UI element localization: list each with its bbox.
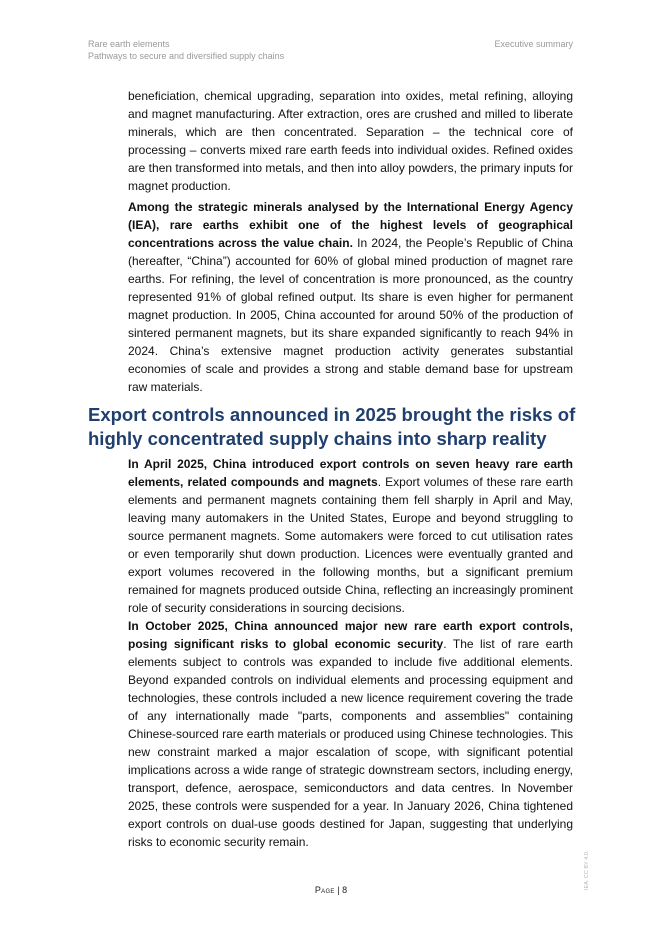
paragraph-4-lead: In October 2025, China announced major new rare earth export controls, posing significant risks to global economic security — [128, 619, 573, 651]
license-watermark: IEA. CC BY 4.0. — [584, 850, 590, 890]
page-label: Page — [314, 885, 335, 895]
page-number: 8 — [342, 885, 348, 895]
page-separator: | — [337, 885, 340, 895]
section-heading: Export controls announced in 2025 brought the risks of highly concentrated supply chains into sharp reality — [88, 404, 576, 449]
report-title-line1: Rare earth elements — [88, 39, 170, 49]
paragraph-geographic-concentration — [128, 198, 573, 396]
report-title-line2: Pathways to secure and diversified supply chains — [88, 51, 285, 61]
paragraph-2-lead: Among the strategic minerals analysed by the International Energy Agency (IEA), rare earths exhibit one of the highest levels of geographical concentrations across the value chain. — [128, 200, 573, 250]
paragraph-1-text: beneficiation, chemical upgrading, separation into oxides, metal refining, alloying and magnet manufacturing. After extraction, ores are crushed and milled to liberate minerals, which are then concentrated. Separation – the technical core of processing – converts mixed rare earth feeds into individual oxides. Refined oxides are then transformed into metals, and then into alloy powders, the primary inputs for magnet production. — [128, 89, 573, 193]
paragraph-processing-steps — [128, 87, 573, 195]
report-title — [88, 38, 284, 62]
paragraph-3-text: . Export volumes of these rare earth elements and permanent magnets containing them fell sharply in April and May, leaving many automakers in the United States, Europe and beyond struggling to source permanent magnets. Some automakers were forced to cut utilisation rates or even temporarily shut down production. Licences were eventually granted and export volumes recovered in the following months, but a significant premium remained for magnets produced outside China, reflecting an increasingly prominent role of security considerations in sourcing decisions. — [128, 475, 573, 615]
paragraph-4-text: . The list of rare earth elements subject to controls was expanded to include five additional elements. Beyond expanded controls on individual elements and processing equipment and technologies, these controls included a new licence requirement covering the trade of any internationally made "parts, components and assemblies" containing Chinese-sourced rare earth materials or produced using Chinese technologies. This new constraint marked a major escalation of scope, with significant potential implications across a wide range of strategic downstream sectors, including energy, transport, defence, aerospace, semiconductors and data centres. In November 2025, these controls were suspended for a year. In January 2026, China tightened export controls on dual-use goods destined for Japan, suggesting that underlying risks to economic security remain. — [128, 637, 574, 849]
paragraph-3-lead: In April 2025, China introduced export controls on seven heavy rare earth elements, related compounds and magnets — [128, 457, 573, 489]
page-footer — [0, 885, 662, 895]
paragraph-april-2025 — [128, 455, 573, 617]
paragraph-2-text: In 2024, the People’s Republic of China (hereafter, “China”) accounted for 60% of global mined production of magnet rare earths. For refining, the level of concentration is more pronounced, as the country represented 91% of global refined output. Its share is even higher for permanent magnet production. In 2005, China accounted for around 50% of the production of sintered permanent magnets, but its share expanded significantly to reach 94% in 2024. China’s extensive magnet production activity generates substantial economies of scale and provides a strong and stable demand base for upstream raw materials. — [128, 236, 573, 394]
paragraph-october-2025 — [128, 617, 573, 851]
section-name: Executive summary — [494, 39, 573, 49]
